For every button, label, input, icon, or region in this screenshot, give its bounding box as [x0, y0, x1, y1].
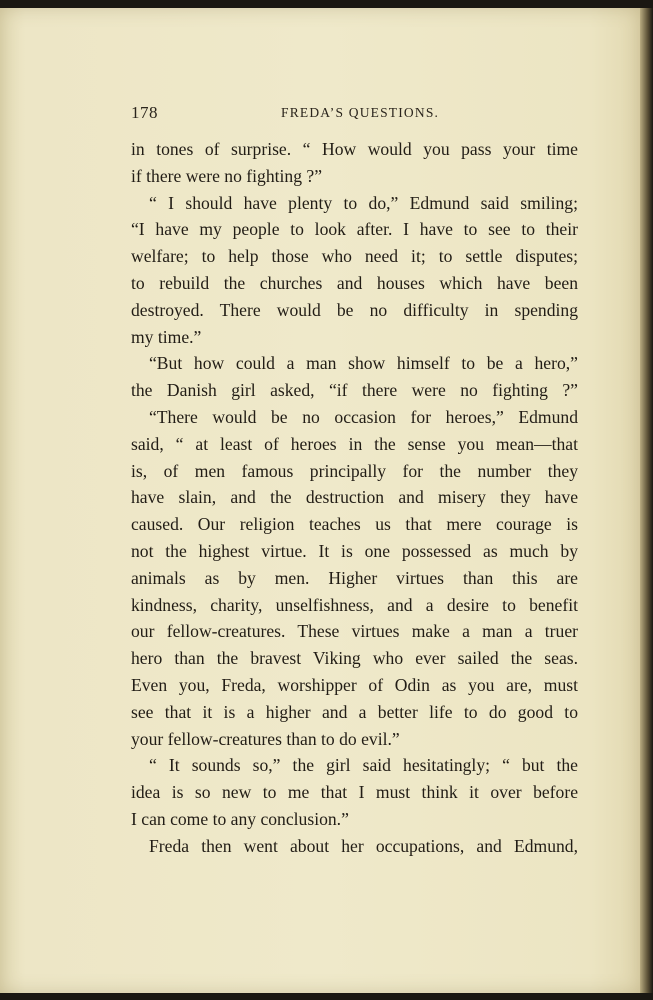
text-line: idea is so new to me that I must think it over before — [131, 782, 578, 803]
text-line: to rebuild the churches and houses which have been — [131, 272, 578, 293]
text-line: “I have my people to look after. I have to see to their — [131, 219, 578, 240]
text-line: caused. Our religion teaches us that mere courage is — [131, 514, 578, 535]
text-line: your fellow-creatures than to do evil.” — [131, 728, 400, 749]
text-line: in tones of surprise. “ How would you pass your time — [131, 139, 578, 159]
text-line: “ I should have plenty to do,” Edmund said smiling; — [149, 192, 578, 213]
page-number: 178 — [131, 103, 158, 122]
page-header — [131, 103, 578, 127]
text-line: kindness, charity, unselfishness, and a desire to benefit — [131, 594, 578, 615]
text-line: “There would be no occasion for heroes,” Edmund — [149, 406, 578, 427]
text-line: have slain, and the destruction and misery they have — [131, 487, 578, 508]
text-line: Even you, Freda, worshipper of Odin as you are, must — [131, 674, 578, 695]
text-line: our fellow-creatures. These virtues make a man a truer — [131, 621, 578, 642]
text-line: said, “ at least of heroes in the sense you mean—that — [131, 433, 578, 454]
text-line: destroyed. There would be no difficulty in spending — [131, 299, 578, 320]
text-line: “But how could a man show himself to be a hero,” — [149, 353, 578, 374]
text-line: I can come to any conclusion.” — [131, 808, 349, 829]
text-line: see that it is a higher and a better life to do good to — [131, 701, 578, 722]
text-line: is, of men famous principally for the number they — [131, 460, 578, 481]
body-text — [131, 136, 578, 860]
text-line: if there were no fighting ?” — [131, 165, 323, 186]
text-line: not the highest virtue. It is one possessed as much by — [131, 540, 578, 561]
text-line: welfare; to help those who need it; to settle disputes; — [131, 246, 578, 267]
running-head: FREDA’S QUESTIONS. — [281, 105, 440, 120]
text-line: Freda then went about her occupations, and Edmund, — [149, 835, 578, 856]
text-line: animals as by men. Higher virtues than this are — [131, 567, 578, 588]
text-line: hero than the bravest Viking who ever sailed the seas. — [131, 648, 578, 669]
text-line: the Danish girl asked, “if there were no fighting ?” — [131, 380, 578, 401]
text-line: “ It sounds so,” the girl said hesitatingly; “ but the — [149, 755, 578, 776]
text-line: my time.” — [131, 326, 202, 347]
page-edge — [640, 8, 653, 993]
